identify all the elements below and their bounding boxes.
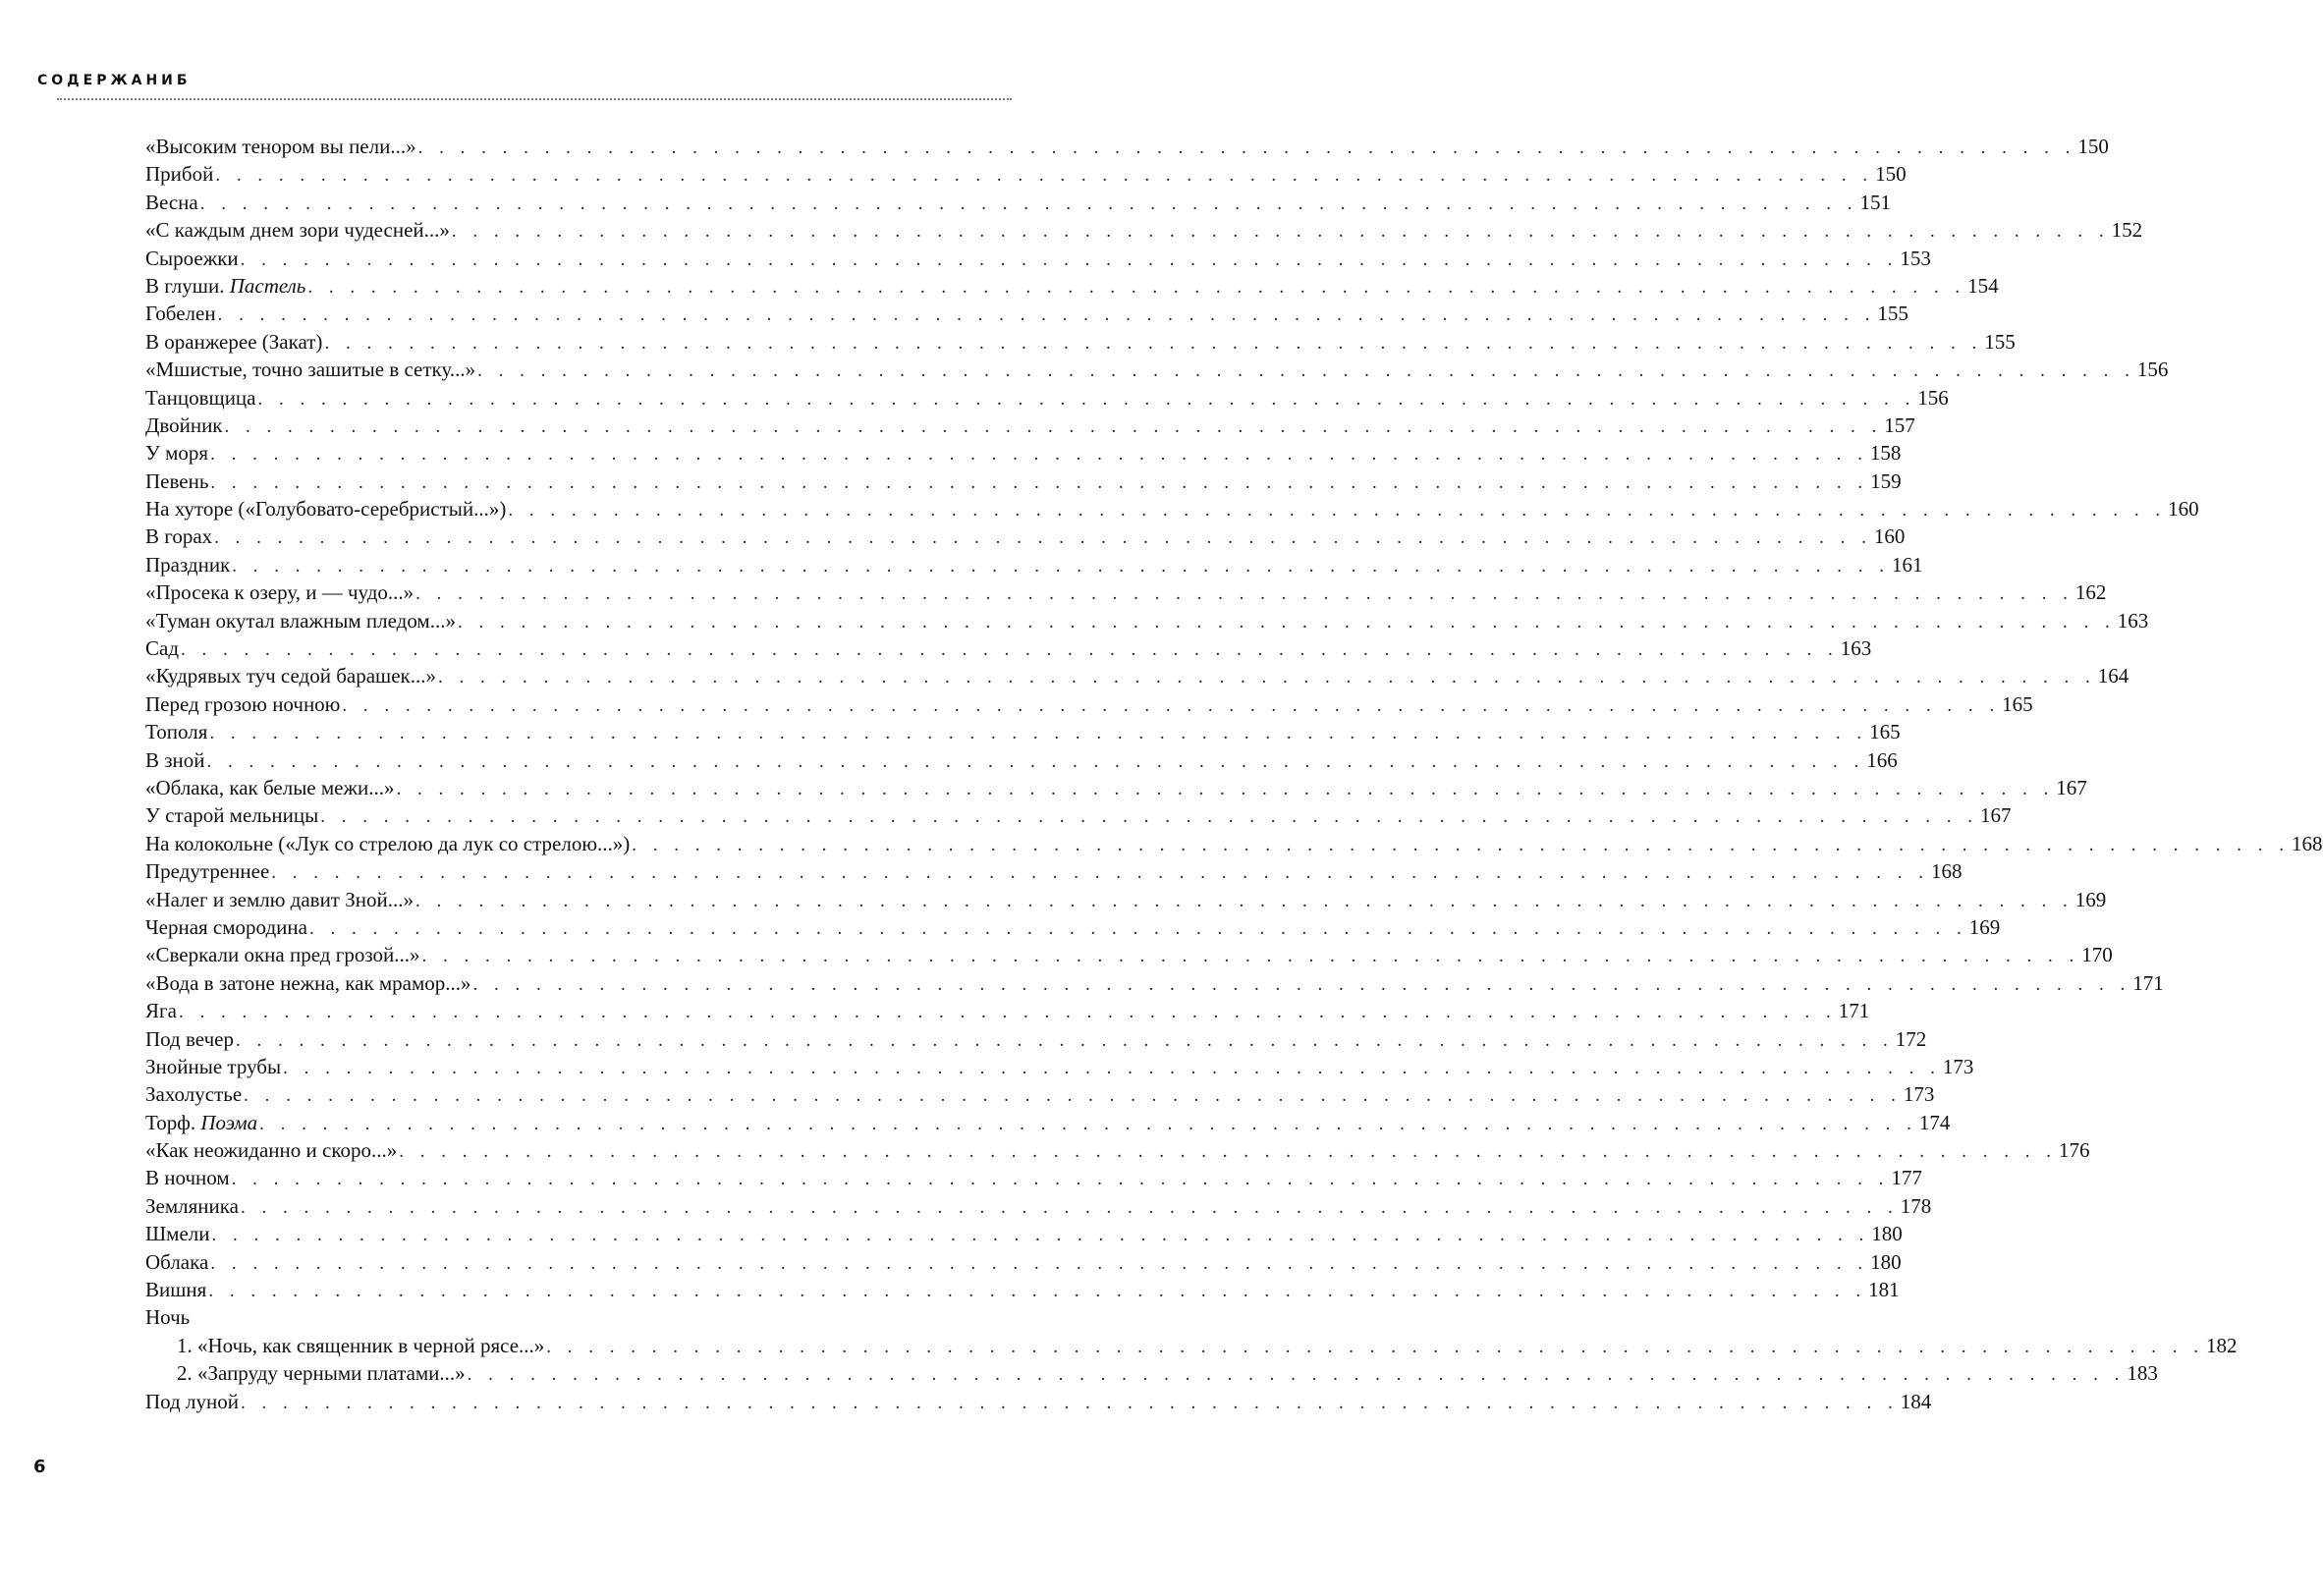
toc-entry-title-text: Облака (145, 1249, 209, 1274)
toc-entry-page: 169 (1968, 914, 2001, 939)
page-number: 6 (33, 1457, 46, 1477)
toc-entry-title (145, 1164, 230, 1191)
toc-entry-page: 172 (1895, 1026, 1927, 1051)
dot-leader: . . . . . . . . . . . . . . . . . . . . . . . . . . . . . . . . . . . . . . . . . . . . . . . . . . . . . . . . . . . . . . . . . . . . . . . . . . . . . . . (231, 1169, 1890, 1190)
toc-entry (145, 634, 1872, 662)
toc-entry (145, 523, 1906, 550)
dot-leader: . . . . . . . . . . . . . . . . . . . . . . . . . . . . . . . . . . . . . . . . . . . . . . . . . . . . . . . . . . . . . . . . . . . . . . . . . . . . . . . (307, 276, 1966, 298)
toc-entry-title (145, 1080, 242, 1108)
toc-entry (145, 1136, 2090, 1164)
toc-entry-title (145, 439, 208, 467)
toc-entry (145, 133, 2109, 160)
toc-entry-page: 156 (2136, 358, 2169, 382)
dot-leader: . . . . . . . . . . . . . . . . . . . . . . . . . . . . . . . . . . . . . . . . . . . . . . . . . . . . . . . . . . . . . . . . . . . . . . . . . . . . . . . (209, 723, 1868, 744)
toc-entry-title-text: Захолустье (145, 1082, 243, 1107)
toc-entry (145, 495, 2199, 523)
toc-entry-page: 180 (1871, 1222, 1903, 1246)
toc-entry-title-text: Ночь (145, 1305, 191, 1330)
toc-entry (145, 1220, 1903, 1247)
toc-entry-title-text: «С каждым днем зори чудесней...» (145, 218, 450, 243)
toc-entry-title (145, 384, 256, 412)
toc-entry (145, 468, 1902, 495)
toc-entry-title-text: Сад (145, 636, 180, 661)
toc-entry-title (145, 328, 322, 356)
toc-entry (145, 1053, 1974, 1080)
dot-leader: . . . . . . . . . . . . . . . . . . . . . . . . . . . . . . . . . . . . . . . . . . . . . . . . . . . . . . . . . . . . . . . . . . . . . . . . . . . . . . . (259, 1113, 1917, 1134)
dot-leader: . . . . . . . . . . . . . . . . . . . . . . . . . . . . . . . . . . . . . . . . . . . . . . . . . . . . . . . . . . . . . . . . . . . . . . . . . . . . . . . (181, 639, 1839, 661)
toc-entry-title (177, 1332, 544, 1359)
toc-entry-page: 167 (1979, 803, 2012, 828)
dot-leader: . . . . . . . . . . . . . . . . . . . . . . . . . . . . . . . . . . . . . . . . . . . . . . . . . . . . . . . . . . . . . . . . . . . . . . . . . . . . . . . (399, 1141, 2057, 1163)
toc-entry-title-text: В ночном (145, 1166, 230, 1190)
toc-entry-page: 160 (1873, 524, 1906, 549)
toc-entry-page: 163 (2117, 608, 2149, 633)
dot-leader: . . . . . . . . . . . . . . . . . . . . . . . . . . . . . . . . . . . . . . . . . . . . . . . . . . . . . . . . . . . . . . . . . . . . . . . . . . . . . . . (211, 1225, 1870, 1246)
toc-entry-title-text: В горах (145, 524, 213, 549)
dot-leader: . . . . . . . . . . . . . . . . . . . . . . . . . . . . . . . . . . . . . . . . . . . . . . . . . . . . . . . . . . . . . . . . . . . . . . . . . . . . . . . (178, 1002, 1837, 1023)
toc-entry-title (145, 216, 450, 244)
toc-entry-page: 159 (1870, 468, 1902, 493)
toc-entry-title-text: Знойные трубы (145, 1054, 282, 1078)
toc-entry (145, 1164, 1922, 1191)
toc-entry-page: 168 (1931, 859, 1963, 884)
toc-entry-title-text: Перед грозою ночною (145, 691, 341, 716)
toc-entry-title-text: Прибой (145, 162, 214, 187)
toc-entry-title-text: Предутреннее (145, 859, 270, 884)
toc-entry-title (145, 634, 179, 662)
toc-entry-page: 152 (2111, 218, 2143, 243)
toc-entry-page: 165 (2002, 691, 2033, 716)
toc-entry-title-text: «Мшистые, точно зашитые в сетку...» (145, 358, 476, 382)
dot-leader: . . . . . . . . . . . . . . . . . . . . . . . . . . . . . . . . . . . . . . . . . . . . . . . . . . . . . . . . . . . . . . . . . . . . . . . . . . . . . . . (546, 1336, 2205, 1357)
toc-entry-title (145, 356, 475, 383)
toc-entry (145, 857, 1963, 885)
toc-entry-title-text: «Сверкали окна пред грозой...» (145, 943, 420, 967)
toc-entry-page: 167 (2056, 775, 2087, 799)
toc-entry (145, 1192, 1932, 1220)
toc-entry-page: 164 (2097, 664, 2129, 688)
toc-entry-page: 173 (1942, 1054, 1974, 1078)
toc-entry (145, 328, 2016, 356)
toc-entry-page: 157 (1884, 413, 1915, 437)
toc-entry-title-text: «Кудрявых туч седой барашек...» (145, 664, 436, 688)
toc-entry (145, 1080, 1935, 1108)
toc-entry-title (145, 1025, 234, 1053)
dot-leader: . . . . . . . . . . . . . . . . . . . . . . . . . . . . . . . . . . . . . . . . . . . . . . . . . . . . . . . . . . . . . . . . . . . . . . . . . . . . . . . (467, 1364, 2126, 1386)
toc-entry (145, 1303, 939, 1331)
toc-entry-title (145, 1192, 239, 1220)
toc-entry (145, 1109, 1951, 1136)
toc-entry (145, 1388, 1932, 1415)
toc-entry-page: 171 (1838, 999, 1870, 1023)
toc-entry (145, 607, 2149, 634)
toc-entry-page: 183 (2127, 1361, 2158, 1386)
toc-entry-title (145, 523, 212, 550)
toc-entry-title (145, 1053, 281, 1080)
toc-entry-title (145, 718, 207, 745)
toc-entry (145, 272, 1999, 300)
dot-leader: . . . . . . . . . . . . . . . . . . . . . . . . . . . . . . . . . . . . . . . . . . . . . . . . . . . . . . . . . . . . . . . . . . . . . . . . . . . . . . . (215, 165, 1874, 187)
toc-entry-page: 171 (2132, 970, 2164, 995)
toc-entry-title (145, 300, 216, 327)
toc-entry (145, 300, 1908, 327)
dot-leader: . . . . . . . . . . . . . . . . . . . . . . . . . . . . . . . . . . . . . . . . . . . . . . . . . . . . . . . . . . . . . . . . . . . . . . . . . . . . . . . (232, 555, 1891, 577)
toc-entry-title (145, 1136, 397, 1164)
dot-leader: . . . . . . . . . . . . . . . . . . . . . . . . . . . . . . . . . . . . . . . . . . . . . . . . . . . . . . . . . . . . . . . . . . . . . . . . . . . . . . . (271, 862, 1930, 884)
table-of-contents (145, 133, 2323, 1415)
toc-entry-title-text: Певень (145, 468, 209, 493)
dot-leader: . . . . . . . . . . . . . . . . . . . . . . . . . . . . . . . . . . . . . . . . . . . . . . . . . . . . . . . . . . . . . . . . . . . . . . . . . . . . . . . (210, 1252, 1869, 1274)
toc-entry-title-text: Танцовщица (145, 385, 256, 410)
toc-entry-title (145, 1303, 190, 1331)
toc-entry-page: 150 (2077, 135, 2109, 158)
toc-entry-page: 156 (1917, 385, 1949, 410)
toc-entry (145, 551, 1923, 578)
toc-entry-page: 154 (1967, 273, 1999, 298)
toc-entry-title-text: «Облака, как белые межи...» (145, 775, 395, 799)
toc-entry-page: 178 (1900, 1193, 1932, 1218)
toc-entry-title-text: «Высоким тенором вы пели...» (145, 135, 416, 158)
toc-entry-page: 182 (2206, 1333, 2238, 1357)
toc-entry-title (145, 133, 416, 160)
toc-entry-page: 165 (1869, 720, 1901, 744)
dot-leader: . . . . . . . . . . . . . . . . . . . . . . . . . . . . . . . . . . . . . . . . . . . . . . . . . . . . . . . . . . . . . . . . . . . . . . . . . . . . . . . (415, 890, 2074, 911)
toc-entry-title-text: 1. «Ночь, как священник в черной рясе...» (177, 1333, 545, 1357)
dot-leader: . . . . . . . . . . . . . . . . . . . . . . . . . . . . . . . . . . . . . . . . . . . . . . . . . . . . . . . . . . . . . . . . . . . . . . . . . . . . . . . (217, 304, 1876, 326)
toc-entry-title-text: Гобелен (145, 302, 216, 326)
dot-leader: . . . . . . . . . . . . . . . . . . . . . . . . . . . . . . . . . . . . . . . . . . . . . . . . . . . . . . . . . . . . . . . . . . . . . . . . . . . . . . . (320, 806, 1978, 828)
toc-entry-page: 168 (2292, 831, 2323, 855)
toc-entry-page: 153 (1900, 246, 1931, 270)
toc-entry-title (145, 662, 436, 689)
toc-entry-title-text: Вишня (145, 1278, 207, 1302)
toc-entry-title (145, 272, 305, 300)
toc-entry-title (145, 857, 269, 885)
toc-entry-title (145, 1109, 257, 1136)
toc-entry-page: 150 (1875, 162, 1907, 187)
toc-entry-title (145, 969, 471, 997)
toc-entry (145, 746, 1898, 774)
toc-entry-page: 180 (1870, 1249, 1902, 1274)
toc-entry-title (145, 578, 414, 606)
toc-entry (145, 216, 2143, 244)
toc-entry-title-text: Сыроежки (145, 246, 239, 270)
dot-leader: . . . . . . . . . . . . . . . . . . . . . . . . . . . . . . . . . . . . . . . . . . . . . . . . . . . . . . . . . . . . . . . . . . . . . . . . . . . . . . . (451, 221, 2110, 243)
dot-leader: . . . . . . . . . . . . . . . . . . . . . . . . . . . . . . . . . . . . . . . . . . . . . . . . . . . . . . . . . . . . . . . . . . . . . . . . . . . . . . . (396, 778, 2055, 799)
dot-leader: . . . . . . . . . . . . . . . . . . . . . . . . . . . . . . . . . . . . . . . . . . . . . . . . . . . . . . . . . . . . . . . . . . . . . . . . . . . . . . . (210, 471, 1869, 493)
dot-leader: . . . . . . . . . . . . . . . . . . . . . . . . . . . . . . . . . . . . . . . . . . . . . . . . . . . . . . . . . . . . . . . . . . . . . . . . . . . . . . . (508, 500, 2167, 522)
toc-entry-title (145, 1220, 210, 1247)
toc-entry-title (145, 830, 630, 857)
toc-entry-title-text: Черная смородина (145, 914, 307, 939)
toc-entry-title (145, 468, 208, 495)
dot-leader: . . . . . . . . . . . . . . . . . . . . . . . . . . . . . . . . . . . . . . . . . . . . . . . . . . . . . . . . . . . . . . . . . . . . . . . . . . . . . . . (224, 415, 1883, 437)
toc-entry-title-text: Шмели (145, 1222, 210, 1246)
dot-leader: . . . . . . . . . . . . . . . . . . . . . . . . . . . . . . . . . . . . . . . . . . . . . . . . . . . . . . . . . . . . . . . . . . . . . . . . . . . . . . . (244, 1085, 1902, 1107)
toc-entry-page: 170 (2081, 943, 2113, 967)
toc-entry-title-italic: Пастель (229, 273, 306, 298)
dot-leader: . . . . . . . . . . . . . . . . . . . . . . . . . . . . . . . . . . . . . . . . . . . . . . . . . . . . . . . . . . . . . . . . . . . . . . . . . . . . . . . (199, 193, 1858, 214)
toc-entry-title-text: На хуторе («Голубовато-серебристый...») (145, 497, 507, 522)
toc-entry-page: 151 (1859, 190, 1891, 214)
toc-entry-title (145, 746, 205, 774)
dot-leader: . . . . . . . . . . . . . . . . . . . . . . . . . . . . . . . . . . . . . . . . . . . . . . . . . . . . . . . . . . . . . . . . . . . . . . . . . . . . . . . (324, 332, 1983, 354)
toc-entry (145, 412, 1915, 439)
toc-entry-page: 166 (1866, 747, 1898, 772)
dot-leader: . . . . . . . . . . . . . . . . . . . . . . . . . . . . . . . . . . . . . . . . . . . . . . . . . . . . . . . . . . . . . . . . . . . . . . . . . . . . . . . (283, 1057, 1941, 1078)
toc-entry-title-text: В глуши. (145, 273, 225, 298)
running-head: СОДЕРЖАНИБ (37, 73, 192, 88)
dot-leader: . . . . . . . . . . . . . . . . . . . . . . . . . . . . . . . . . . . . . . . . . . . . . . . . . . . . . . . . . . . . . . . . . . . . . . . . . . . . . . . (477, 360, 2135, 382)
toc-entry-title (145, 774, 395, 801)
toc-entry-title-text: Яга (145, 999, 177, 1023)
toc-entry (145, 886, 2107, 913)
toc-entry (145, 969, 2164, 997)
dot-leader: . . . . . . . . . . . . . . . . . . . . . . . . . . . . . . . . . . . . . . . . . . . . . . . . . . . . . . . . . . . . . . . . . . . . . . . . . . . . . . . (472, 973, 2131, 995)
toc-entry-title-text: В зной (145, 747, 205, 772)
toc-entry-title-text: Земляника (145, 1193, 239, 1218)
toc-entry (145, 718, 1901, 745)
dot-leader: . . . . . . . . . . . . . . . . . . . . . . . . . . . . . . . . . . . . . . . . . . . . . . . . . . . . . . . . . . . . . . . . . . . . . . . . . . . . . . . (240, 1392, 1899, 1413)
dot-leader: . . . . . . . . . . . . . . . . . . . . . . . . . . . . . . . . . . . . . . . . . . . . . . . . . . . . . . . . . . . . . . . . . . . . . . . . . . . . . . . (235, 1029, 1894, 1051)
toc-entry (145, 662, 2129, 689)
toc-entry (145, 690, 2033, 718)
dot-leader: . . . . . . . . . . . . . . . . . . . . . . . . . . . . . . . . . . . . . . . . . . . . . . . . . . . . . . . . . . . . . . . . . . . . . . . . . . . . . . . (208, 1281, 1867, 1302)
toc-entry-title-text: У моря (145, 441, 209, 466)
toc-entry-title (145, 1248, 208, 1276)
toc-entry (145, 245, 1931, 272)
toc-entry-title (145, 245, 239, 272)
toc-entry-page: 169 (2074, 887, 2107, 911)
toc-entry (145, 941, 2113, 968)
toc-entry-title-text: Под вечер (145, 1026, 234, 1051)
toc-entry-page: 173 (1903, 1082, 1935, 1107)
dot-leader: . . . . . . . . . . . . . . . . . . . . . . . . . . . . . . . . . . . . . . . . . . . . . . . . . . . . . . . . . . . . . . . . . . . . . . . . . . . . . . . (206, 750, 1865, 772)
dot-leader: . . . . . . . . . . . . . . . . . . . . . . . . . . . . . . . . . . . . . . . . . . . . . . . . . . . . . . . . . . . . . . . . . . . . . . . . . . . . . . . (214, 527, 1872, 549)
toc-entry-title-text: «Налег и землю давит Зной...» (145, 887, 414, 911)
toc-entry-title (145, 801, 318, 829)
toc-entry-title-text: «Просека к озеру, и — чудо...» (145, 580, 415, 605)
dot-leader: . . . . . . . . . . . . . . . . . . . . . . . . . . . . . . . . . . . . . . . . . . . . . . . . . . . . . . . . . . . . . . . . . . . . . . . . . . . . . . . (342, 694, 2001, 716)
toc-entry-title-text: «Туман окутал влажным пледом...» (145, 608, 456, 633)
toc-entry (145, 1276, 1900, 1303)
toc-entry-page: 162 (2074, 580, 2107, 605)
toc-entry-title (145, 941, 419, 968)
toc-entry-page: 160 (2168, 497, 2199, 522)
toc-entry-title (177, 1359, 466, 1387)
toc-entry-page: 176 (2058, 1138, 2090, 1163)
dot-leader: . . . . . . . . . . . . . . . . . . . . . . . . . . . . . . . . . . . . . . . . . . . . . . . . . . . . . . . . . . . . . . . . . . . . . . . . . . . . . . . (210, 444, 1868, 466)
toc-entry (145, 1025, 1927, 1053)
toc-entry-title-text: «Как неожиданно и скоро...» (145, 1138, 398, 1163)
toc-entry (145, 774, 2087, 801)
toc-entry-title-text: Тополя (145, 720, 208, 744)
dot-leader: . . . . . . . . . . . . . . . . . . . . . . . . . . . . . . . . . . . . . . . . . . . . . . . . . . . . . . . . . . . . . . . . . . . . . . . . . . . . . . . (417, 138, 2076, 158)
toc-entry-title-text: Двойник (145, 413, 223, 437)
header-rule (57, 98, 1012, 100)
toc-entry (145, 160, 1907, 188)
dot-leader: . . . . . . . . . . . . . . . . . . . . . . . . . . . . . . . . . . . . . . . . . . . . . . . . . . . . . . . . . . . . . . . . . . . . . . . . . . . . . . . (415, 583, 2074, 605)
toc-entry-title (145, 997, 177, 1024)
toc-entry (145, 1332, 2238, 1359)
toc-entry-title (145, 1388, 239, 1415)
toc-entry-page: 163 (1840, 636, 1872, 661)
toc-entry-page: 181 (1868, 1278, 1900, 1302)
toc-entry (145, 439, 1902, 467)
toc-entry-title (145, 886, 414, 913)
toc-entry-title-text: Под луной (145, 1389, 239, 1413)
toc-entry-page: 155 (1984, 329, 2016, 354)
toc-entry-page: 161 (1892, 552, 1923, 577)
toc-entry (145, 1248, 1902, 1276)
toc-entry-title (145, 607, 456, 634)
toc-entry (145, 384, 1949, 412)
dot-leader: . . . . . . . . . . . . . . . . . . . . . . . . . . . . . . . . . . . . . . . . . . . . . . . . . . . . . . . . . . . . . . . . . . . . . . . . . . . . . . . (421, 946, 2080, 967)
toc-entry-title (145, 160, 213, 188)
toc-entry-title (145, 913, 307, 941)
toc-entry (145, 578, 2107, 606)
toc-entry-page: 177 (1891, 1166, 1922, 1190)
dot-leader: . . . . . . . . . . . . . . . . . . . . . . . . . . . . . . . . . . . . . . . . . . . . . . . . . . . . . . . . . . . . . . . . . . . . . . . . . . . . . . . (240, 248, 1899, 270)
toc-entry-title (145, 189, 198, 216)
toc-entry-title (145, 412, 223, 439)
toc-entry-title-text: «Вода в затоне нежна, как мрамор...» (145, 970, 471, 995)
toc-entry (145, 189, 1891, 216)
dot-leader: . . . . . . . . . . . . . . . . . . . . . . . . . . . . . . . . . . . . . . . . . . . . . . . . . . . . . . . . . . . . . . . . . . . . . . . . . . . . . . . (308, 917, 1967, 939)
toc-entry-title-text: 2. «Запруду черными платами...» (177, 1361, 466, 1386)
toc-entry-title (145, 690, 340, 718)
toc-entry (145, 913, 2001, 941)
toc-entry-title (145, 495, 506, 523)
toc-entry-page: 174 (1918, 1110, 1951, 1134)
toc-entry-title-text: В оранжерее (Закат) (145, 329, 323, 354)
toc-entry-title-text: Весна (145, 190, 198, 214)
dot-leader: . . . . . . . . . . . . . . . . . . . . . . . . . . . . . . . . . . . . . . . . . . . . . . . . . . . . . . . . . . . . . . . . . . . . . . . . . . . . . . . (438, 667, 2096, 688)
toc-entry-title-text: У старой мельницы (145, 803, 319, 828)
dot-leader: . . . . . . . . . . . . . . . . . . . . . . . . . . . . . . . . . . . . . . . . . . . . . . . . . . . . . . . . . . . . . . . . . . . . . . . . . . . . . . . (257, 388, 1916, 410)
dot-leader: . . . . . . . . . . . . . . . . . . . . . . . . . . . . . . . . . . . . . . . . . . . . . . . . . . . . . . . . . . . . . . . . . . . . . . . . . . . . . . . (457, 611, 2116, 633)
dot-leader: . . . . . . . . . . . . . . . . . . . . . . . . . . . . . . . . . . . . . . . . . . . . . . . . . . . . . . . . . . . . . . . . . . . . . . . . . . . . . . . (240, 1196, 1899, 1218)
toc-entry-title-italic: Поэма (200, 1110, 258, 1134)
toc-entry-title-text: Торф. (145, 1110, 196, 1134)
toc-entry (145, 356, 2169, 383)
toc-entry-page: 158 (1869, 441, 1902, 466)
toc-entry (145, 801, 2012, 829)
toc-entry (145, 830, 2323, 857)
toc-entry-title-text: На колокольне («Лук со стрелою да лук со стрелою...») (145, 831, 631, 855)
toc-entry (145, 1359, 2158, 1387)
toc-entry-title (145, 551, 230, 578)
toc-entry-page: 155 (1877, 302, 1908, 326)
toc-entry-title-text: Праздник (145, 552, 231, 577)
toc-entry-title (145, 1276, 206, 1303)
toc-entry (145, 997, 1870, 1024)
dot-leader: . . . . . . . . . . . . . . . . . . . . . . . . . . . . . . . . . . . . . . . . . . . . . . . . . . . . . . . . . . . . . . . . . . . . . . . . . . . . . . . (632, 834, 2291, 855)
toc-entry-page: 184 (1900, 1389, 1932, 1413)
